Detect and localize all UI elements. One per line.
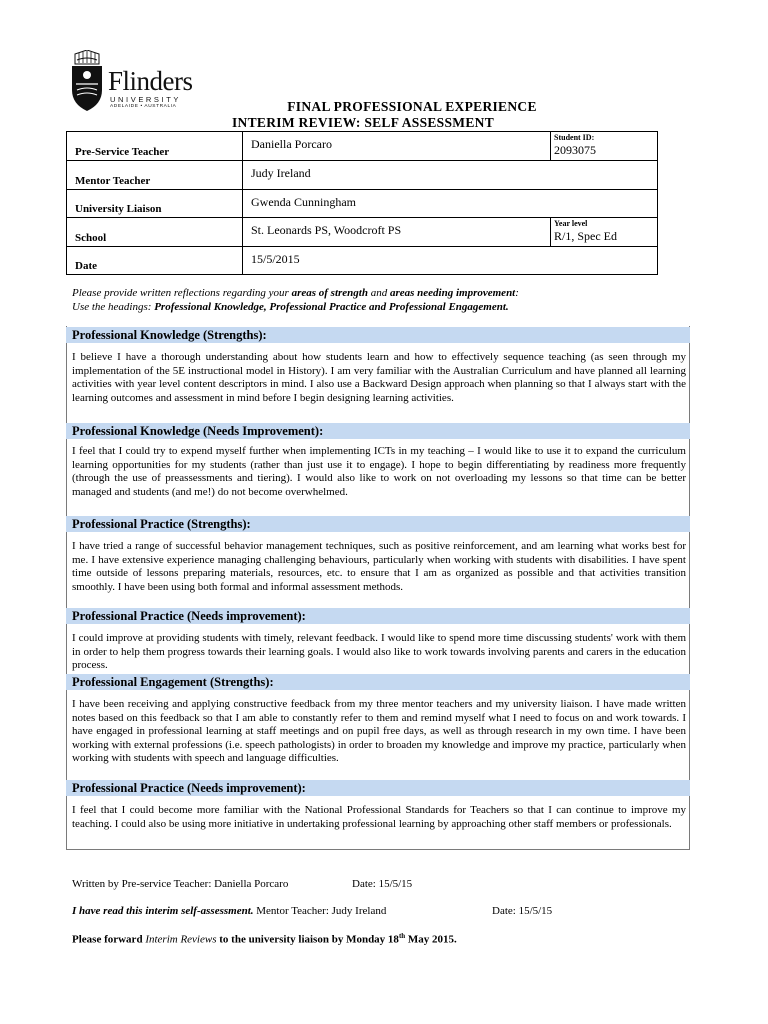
instructions-text: Use the headings: — [72, 301, 155, 313]
forward-sup: th — [398, 932, 406, 940]
page-subtitle: INTERIM REVIEW: SELF ASSESSMENT — [232, 115, 494, 130]
mentor-read-line — [72, 905, 672, 917]
page-title: FINAL PROFESSIONAL EXPERIENCE — [287, 99, 537, 114]
written-by-line — [72, 878, 413, 890]
pre-service-teacher-value: Daniella Porcaro — [243, 132, 551, 161]
written-by: Written by Pre-service Teacher: Daniella Porcaro — [72, 878, 289, 890]
mentor-teacher-value: Judy Ireland — [243, 161, 658, 190]
section-body: I feel that I could try to expend myself further when implementing ICTs in my teaching – I would like to use it to expand the curriculum learning opportunities for my students (rather than just use it to engage). I hope to begin differentiating by readiness more frequently (through the use of preassessments and tiering). I would also like to work on not overloading my lessons so that time can be better managed and students (and me!) do not become overwhelmed. — [72, 445, 686, 498]
student-id-label: Student ID: — [554, 133, 595, 142]
logo-name: Flinders — [108, 66, 193, 96]
mentor-date: Date: 15/5/15 — [492, 905, 553, 917]
section-heading: Professional Engagement (Strengths): — [66, 674, 690, 690]
university-liaison-value: Gwenda Cunningham — [243, 190, 658, 218]
date-value: 15/5/2015 — [243, 247, 658, 275]
section-heading: Professional Practice (Needs improvement): — [66, 608, 690, 624]
instructions-headings: Professional Knowledge, Professional Practice and Professional Engagement. — [154, 301, 509, 313]
instructions-line-1 — [72, 286, 519, 300]
details-table — [66, 131, 658, 275]
mentor-teacher-label: Mentor Teacher — [67, 161, 243, 190]
section-body: I have tried a range of successful behavior management techniques, such as positive reinforcement, and am learning what works best for me. I have extensive experience managing challenging behaviours, particularly when working with students with disabilities. I have spent time outside of lessons preparing materials, resources, etc. to ensure that I am as organized as possible and that activities transition smoothly. I have been using both formal and informal assessment methods. — [72, 540, 686, 593]
section-heading: Professional Practice (Needs improvement): — [66, 780, 690, 796]
forward-text: Please forward — [72, 933, 146, 946]
section-body: I have been receiving and applying constructive feedback from my three mentor teachers and my university liaison. I have made written notes based on this feedback so that I am able to constantly refer to them and remind myself what I need to focus on and work towards. I have engaged in professional learning at staff meetings and on pupil free days, as well as through research in my own time. I have been working with external professions (i.e. speech pathologists) in order to broaden my knowledge and improve my practice, particularly when working with students with speech and language difficulties. — [72, 698, 686, 765]
forward-interim-reviews: Interim Reviews — [145, 933, 217, 946]
date-label: Date — [67, 247, 243, 275]
school-value: St. Leonards PS, Woodcroft PS — [243, 218, 551, 247]
forward-text: May 2015. — [405, 933, 457, 946]
mentor-signature: Mentor Teacher: Judy Ireland — [253, 905, 387, 917]
university-liaison-label: University Liaison — [67, 190, 243, 218]
section-heading: Professional Practice (Strengths): — [66, 516, 690, 532]
read-statement: I have read this interim self-assessment. — [72, 905, 254, 917]
year-level-value: R/1, Spec Ed — [554, 229, 617, 243]
instructions-line-2 — [72, 300, 519, 314]
instructions-text: Please provide written reflections regarding your — [72, 287, 292, 299]
logo-university: UNIVERSITY — [110, 95, 182, 104]
section-body: I believe I have a thorough understanding about how students learn and how to effectively sequence teaching (as seen through my implementation of the 5E instructional model in History). I am very familiar with the Australian Curriculum and have planned all learning activities with year level content descriptors in mind. I also use a Backward Design approach when planning so that I always start with the learning outcomes and assessment in mind before I begin designing learning activities. — [72, 351, 686, 404]
instructions-strength: areas of strength — [291, 287, 368, 299]
school-label: School — [67, 218, 243, 247]
instructions-text: : — [515, 287, 519, 299]
logo-location: ADELAIDE • AUSTRALIA — [110, 104, 177, 109]
forward-notice — [72, 932, 457, 946]
instructions — [72, 286, 519, 314]
year-level-label: Year level — [554, 219, 588, 228]
year-level-cell — [551, 218, 658, 247]
instructions-improvement: areas needing improvement — [389, 287, 516, 299]
student-id-cell — [551, 132, 658, 161]
section-body: I feel that I could become more familiar with the National Professional Standards for Teachers so that I can continue to improve my teaching. I could also be using more initiative in undertaking professional learning by approaching other staff members or professionals. — [72, 804, 686, 830]
section-body: I could improve at providing students with timely, relevant feedback. I would like to spend more time discussing students' work with them in order to help them progress towards their learning goals. I would also like to work towards involving parents and carers in the education process. — [72, 632, 686, 672]
instructions-text: and — [367, 287, 390, 299]
section-heading: Professional Knowledge (Needs Improvement): — [66, 423, 690, 439]
forward-text: to the university liaison by Monday 18 — [216, 933, 399, 946]
section-heading: Professional Knowledge (Strengths): — [66, 327, 690, 343]
pre-service-teacher-label: Pre-Service Teacher — [67, 132, 243, 161]
written-date: Date: 15/5/15 — [352, 878, 413, 890]
student-id-value: 2093075 — [554, 143, 596, 157]
